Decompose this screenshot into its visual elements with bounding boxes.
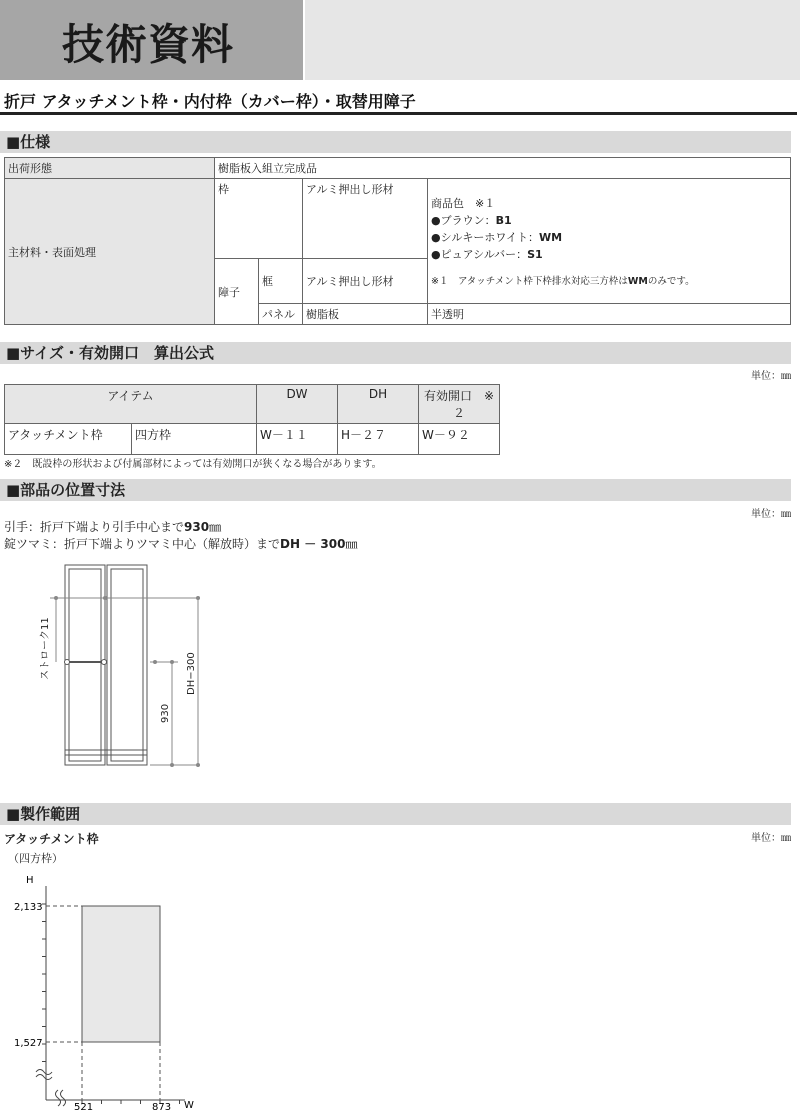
range-chart xyxy=(0,868,230,1113)
w-max-label: 873 xyxy=(152,1102,172,1113)
range-type: （四方枠） xyxy=(8,852,63,865)
panel-finish: 半透明 xyxy=(428,304,791,325)
panel-label: パネル xyxy=(259,304,303,325)
lock-unit: ㎜ xyxy=(345,537,358,551)
colors-cell xyxy=(428,179,791,304)
door-panel-right xyxy=(107,565,147,765)
col-open: 有効開口 ※２ xyxy=(419,385,500,424)
col-dw: DW xyxy=(257,385,338,424)
note1-suffix: のみです。 xyxy=(647,276,695,287)
shipping-label: 出荷形態 xyxy=(5,158,215,179)
handle-value: 930 xyxy=(184,520,210,534)
material-label: 主材料・表面処理 xyxy=(5,179,215,325)
panel-material: 樹脂板 xyxy=(303,304,428,325)
dim-dot xyxy=(196,763,200,767)
page-subtitle: 折戸 アタッチメント枠・内付枠（カバー枠）・取替用障子 xyxy=(4,92,416,111)
divider xyxy=(0,112,797,115)
dim-dot xyxy=(153,660,157,664)
range-item: アタッチメント枠 xyxy=(4,832,99,846)
lock-knob-dot xyxy=(103,596,107,600)
col-item: アイテム xyxy=(5,385,257,424)
range-area xyxy=(82,906,160,1042)
lock-text xyxy=(4,535,357,552)
stroke-label: ストローク11 xyxy=(40,617,51,680)
section-heading-size: ■サイズ・有効開口 算出公式 xyxy=(0,342,791,364)
lock-label: 錠ツマミ：折戸下端よりツマミ中心（解放時）まで xyxy=(4,537,281,551)
x-axis-label: W xyxy=(184,1100,194,1111)
frame-label: 枠 xyxy=(215,179,303,259)
cell-dw: W－１１ xyxy=(257,424,338,455)
color2-code: WM xyxy=(539,231,563,244)
handle-unit: ㎜ xyxy=(209,520,222,534)
color1-code: B1 xyxy=(495,214,512,227)
handle-text xyxy=(4,518,221,535)
dim-dot xyxy=(170,660,174,664)
colors-title: 商品色 ※１ xyxy=(431,197,496,210)
sash-label: 障子 xyxy=(215,259,259,325)
col-dh: DH xyxy=(338,385,419,424)
spec-table xyxy=(4,157,791,325)
section-heading-range: ■製作範囲 xyxy=(0,803,791,825)
axis-break-x xyxy=(56,1090,66,1106)
handle-label: 引手：折戸下端より引手中心まで xyxy=(4,520,185,534)
dim-dot xyxy=(196,596,200,600)
shipping-value: 樹脂板入組立完成品 xyxy=(215,158,791,179)
door-diagram xyxy=(0,555,260,780)
kamachi-label: 框 xyxy=(259,259,303,304)
unit-label: 単位：㎜ xyxy=(751,833,791,844)
dim-dh300-label: DH−300 xyxy=(186,652,197,695)
unit-label: 単位：㎜ xyxy=(751,371,791,382)
h-max-label: 2,133 xyxy=(14,902,43,913)
note2: ※２ 既設枠の形状および付属部材によっては有効開口が狭くなる場合があります。 xyxy=(4,459,382,470)
cell-dh: H－２７ xyxy=(338,424,419,455)
section-heading-parts: ■部品の位置寸法 xyxy=(0,479,791,501)
dim-dot xyxy=(54,596,58,600)
unit-label: 単位：㎜ xyxy=(751,509,791,520)
axis-break-y xyxy=(36,1070,52,1080)
title-banner-right xyxy=(305,0,800,80)
w-min-label: 521 xyxy=(74,1102,94,1113)
note1-code: WM xyxy=(627,276,648,287)
row-type: 四方枠 xyxy=(132,424,257,455)
color3-code: S1 xyxy=(527,248,543,261)
frame-material: アルミ押出し形材 xyxy=(303,179,428,259)
dim-dot xyxy=(170,763,174,767)
cell-open: W－９２ xyxy=(419,424,500,455)
dim-930-label: 930 xyxy=(160,703,171,723)
page-title: 技術資料 xyxy=(62,20,235,69)
handle-dot xyxy=(65,660,70,665)
color2-name: ●シルキーホワイト： xyxy=(431,231,539,244)
door-panel-left xyxy=(65,565,105,765)
handle-dot xyxy=(102,660,107,665)
color1-name: ●ブラウン： xyxy=(431,214,496,227)
row-name: アタッチメント枠 xyxy=(5,424,132,455)
lock-value: DH － 300 xyxy=(280,537,346,551)
h-min-label: 1,527 xyxy=(14,1038,43,1049)
color3-name: ●ピュアシルバー： xyxy=(431,248,528,261)
kamachi-material: アルミ押出し形材 xyxy=(303,259,428,304)
y-axis-label: H xyxy=(26,875,34,886)
section-heading-spec: ■仕様 xyxy=(0,131,791,153)
note1-prefix: ※１ アタッチメント枠下枠排水対応三方枠は xyxy=(431,276,628,287)
size-table xyxy=(4,384,500,455)
